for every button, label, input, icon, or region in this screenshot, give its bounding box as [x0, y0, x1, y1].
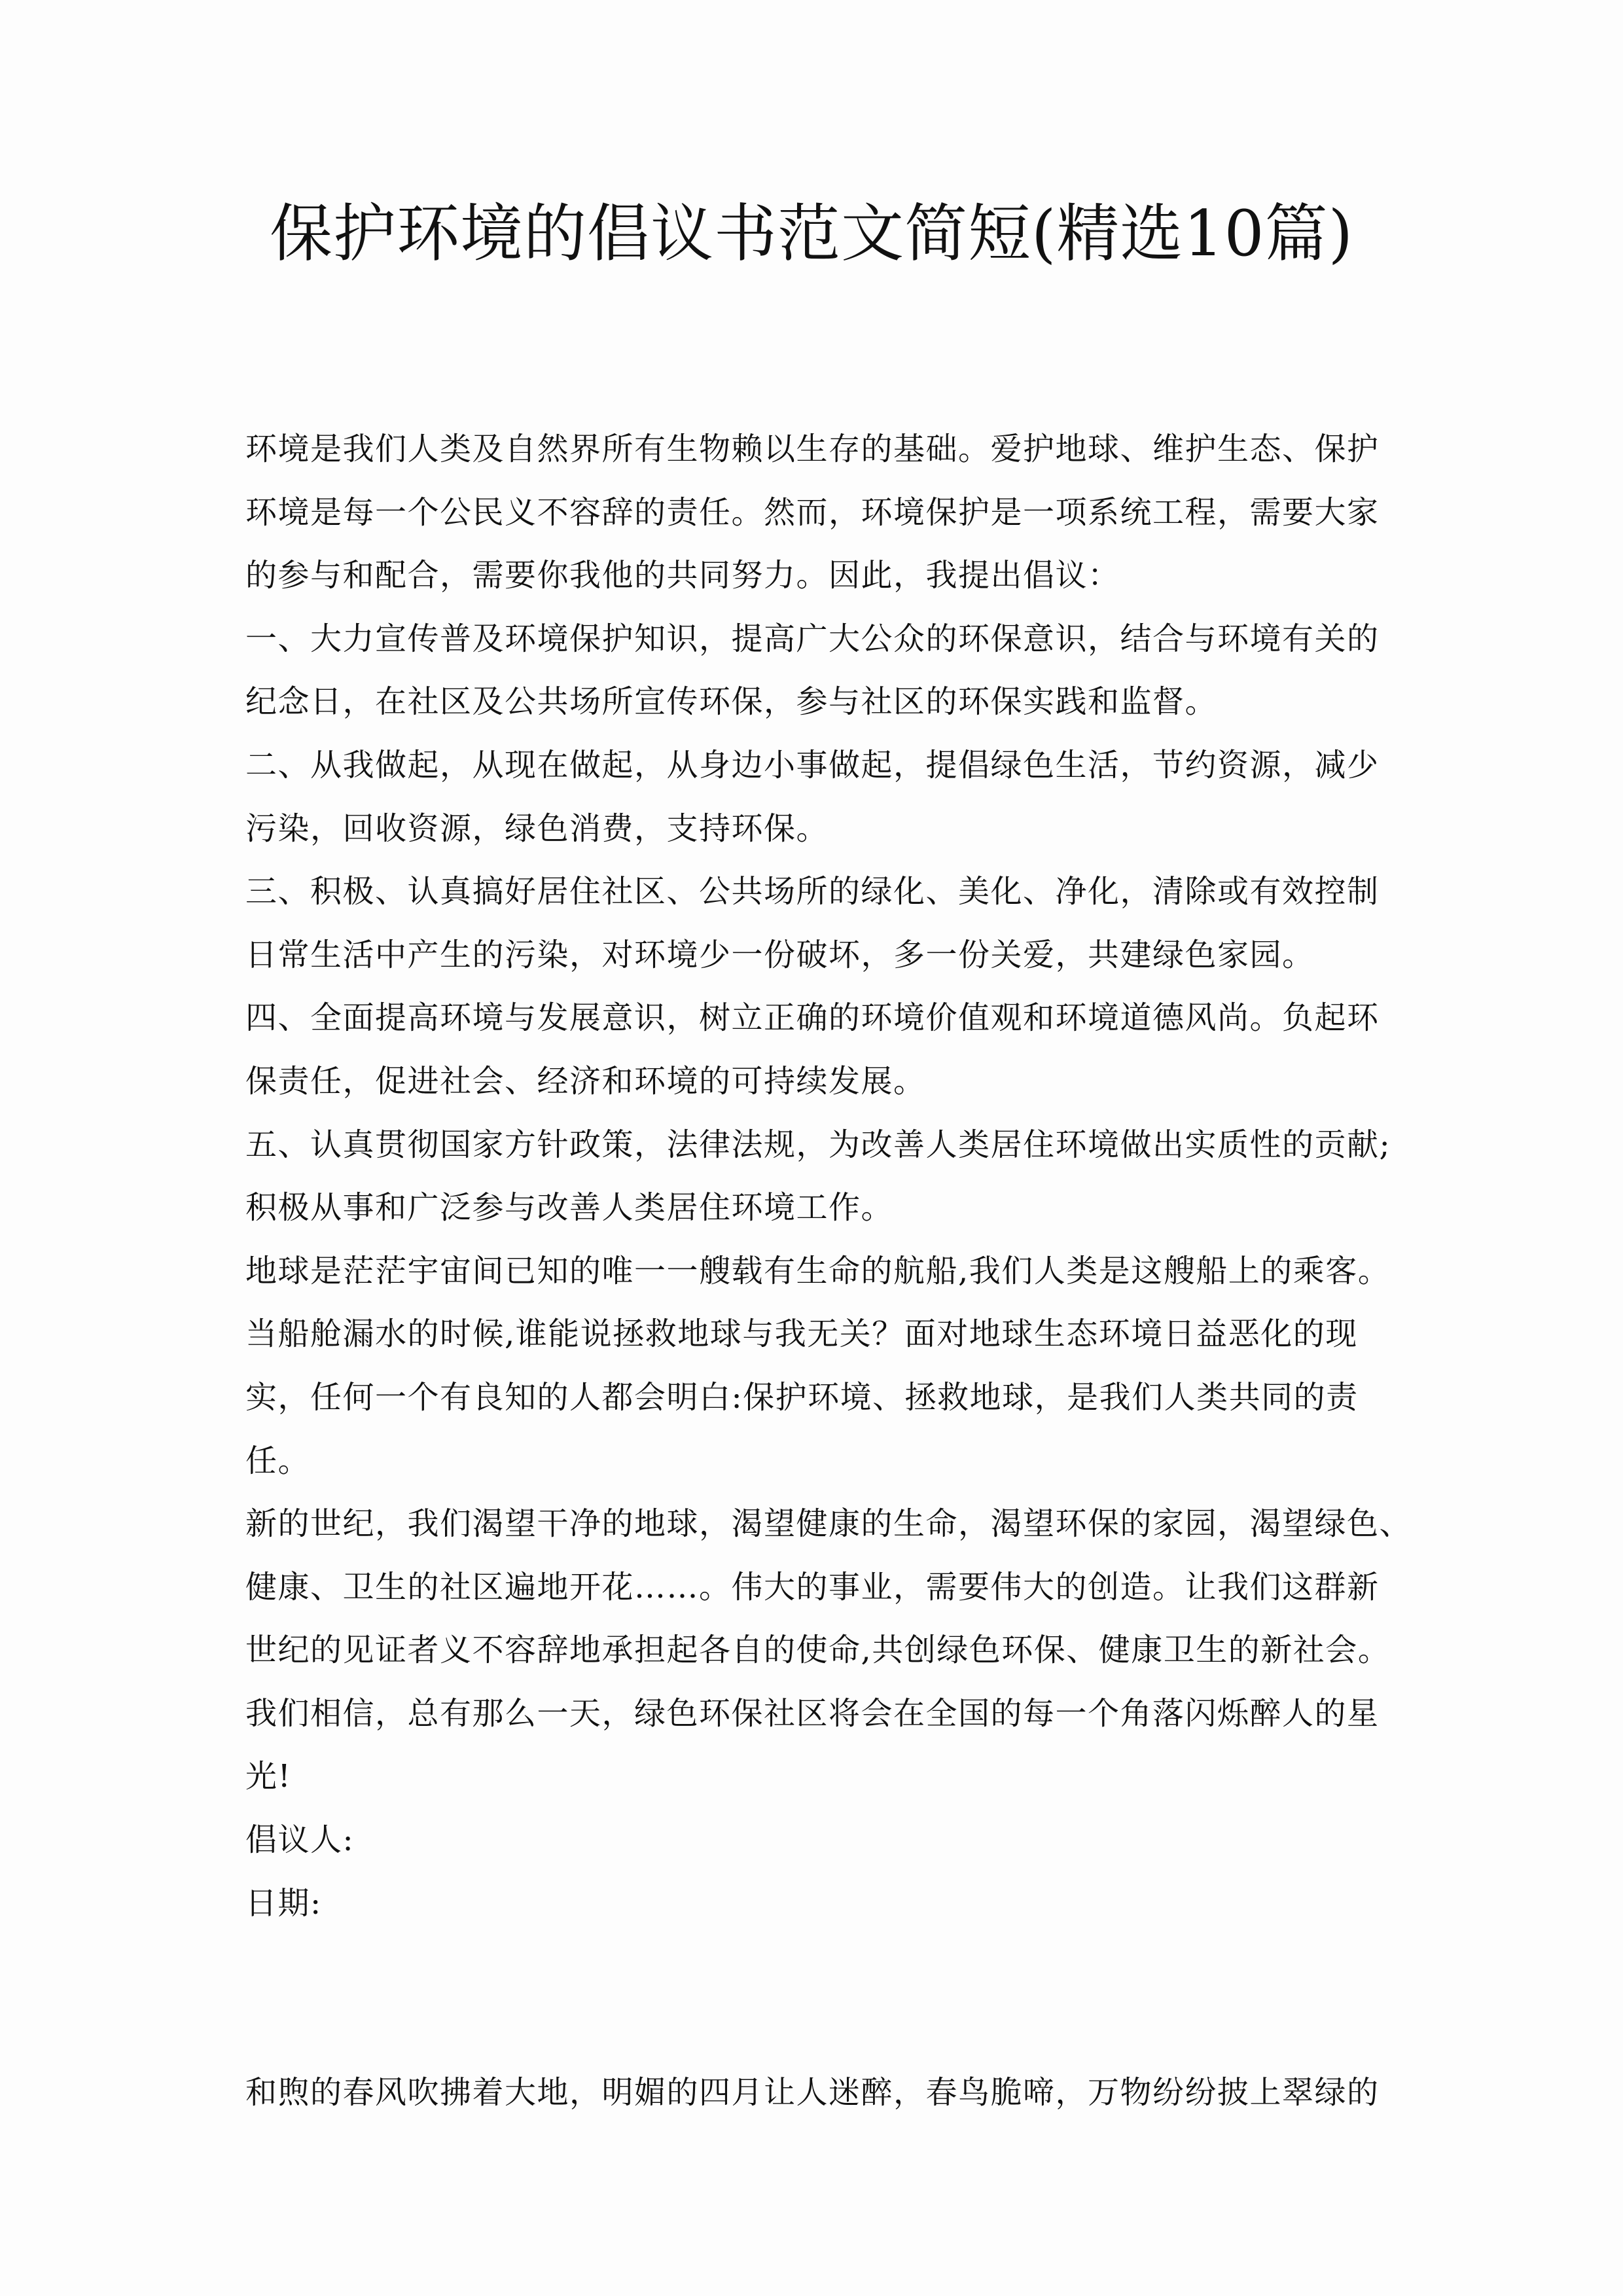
text-line: 我们相信，总有那么一天，绿色环保社区将会在全国的每一个角落闪烁醉人的星	[245, 1695, 1380, 1732]
proposer-label: 倡议人:	[245, 1821, 355, 1859]
text-line: 纪念日，在社区及公共场所宣传环保，参与社区的环保实践和监督。	[245, 683, 1218, 721]
text-line: 健康、卫生的社区遍地开花……。伟大的事业，需要伟大的创造。让我们这群新	[245, 1568, 1380, 1605]
text-line: 地球是茫茫宇宙间已知的唯一一艘载有生命的航船,我们人类是这艘船上的乘客。	[245, 1252, 1391, 1289]
text-line: 实，任何一个有良知的人都会明白:保护环境、拯救地球，是我们人类共同的责	[245, 1378, 1359, 1416]
text-line: 任。	[245, 1442, 311, 1479]
text-line: 五、认真贯彻国家方针政策，法律法规，为改善人类居住环境做出实质性的贡献;	[245, 1126, 1391, 1163]
document-title: 保护环境的倡议书范文简短(精选10篇)	[269, 197, 1354, 270]
text-line: 当船舱漏水的时候,谁能说拯救地球与我无关？面对地球生态环境日益恶化的现	[245, 1316, 1358, 1353]
text-line: 的参与和配合，需要你我他的共同努力。因此，我提出倡议：	[245, 557, 1120, 594]
date-label: 日期:	[245, 1884, 322, 1922]
text-line: 污染，回收资源，绿色消费，支持环保。	[245, 810, 829, 847]
text-line: 积极从事和广泛参与改善人类居住环境工作。	[245, 1189, 894, 1227]
next-section-line: 和煦的春风吹拂着大地，明媚的四月让人迷醉，春鸟脆啼，万物纷纷披上翠绿的	[245, 2074, 1380, 2111]
text-line: 光!	[245, 1758, 292, 1795]
text-line: 四、全面提高环境与发展意识，树立正确的环境价值观和环境道德风尚。负起环	[245, 999, 1380, 1037]
section-gap	[245, 1935, 1397, 2061]
text-line: 环境是每一个公民义不容辞的责任。然而，环境保护是一项系统工程，需要大家	[245, 493, 1380, 531]
text-line: 二、从我做起，从现在做起，从身边小事做起，提倡绿色生活，节约资源，减少	[245, 746, 1380, 783]
text-line: 环境是我们人类及自然界所有生物赖以生存的基础。爱护地球、维护生态、保护	[245, 431, 1380, 467]
text-line: 保责任，促进社会、经济和环境的可持续发展。	[245, 1062, 926, 1100]
text-line: 一、大力宣传普及环境保护知识，提高广大公众的环保意识，结合与环境有关的	[245, 620, 1380, 657]
text-line: 日常生活中产生的污染，对环境少一份破坏，多一份关爱，共建绿色家园。	[245, 936, 1315, 973]
text-line: 新的世纪，我们渴望干净的地球，渴望健康的生命，渴望环保的家园，渴望绿色、	[245, 1505, 1412, 1543]
text-line: 世纪的见证者义不容辞地承担起各自的使命,共创绿色环保、健康卫生的新社会。	[245, 1632, 1391, 1669]
document-body	[245, 418, 1412, 2125]
text-line: 三、积极、认真搞好居住社区、公共场所的绿化、美化、净化，清除或有效控制	[245, 873, 1380, 910]
